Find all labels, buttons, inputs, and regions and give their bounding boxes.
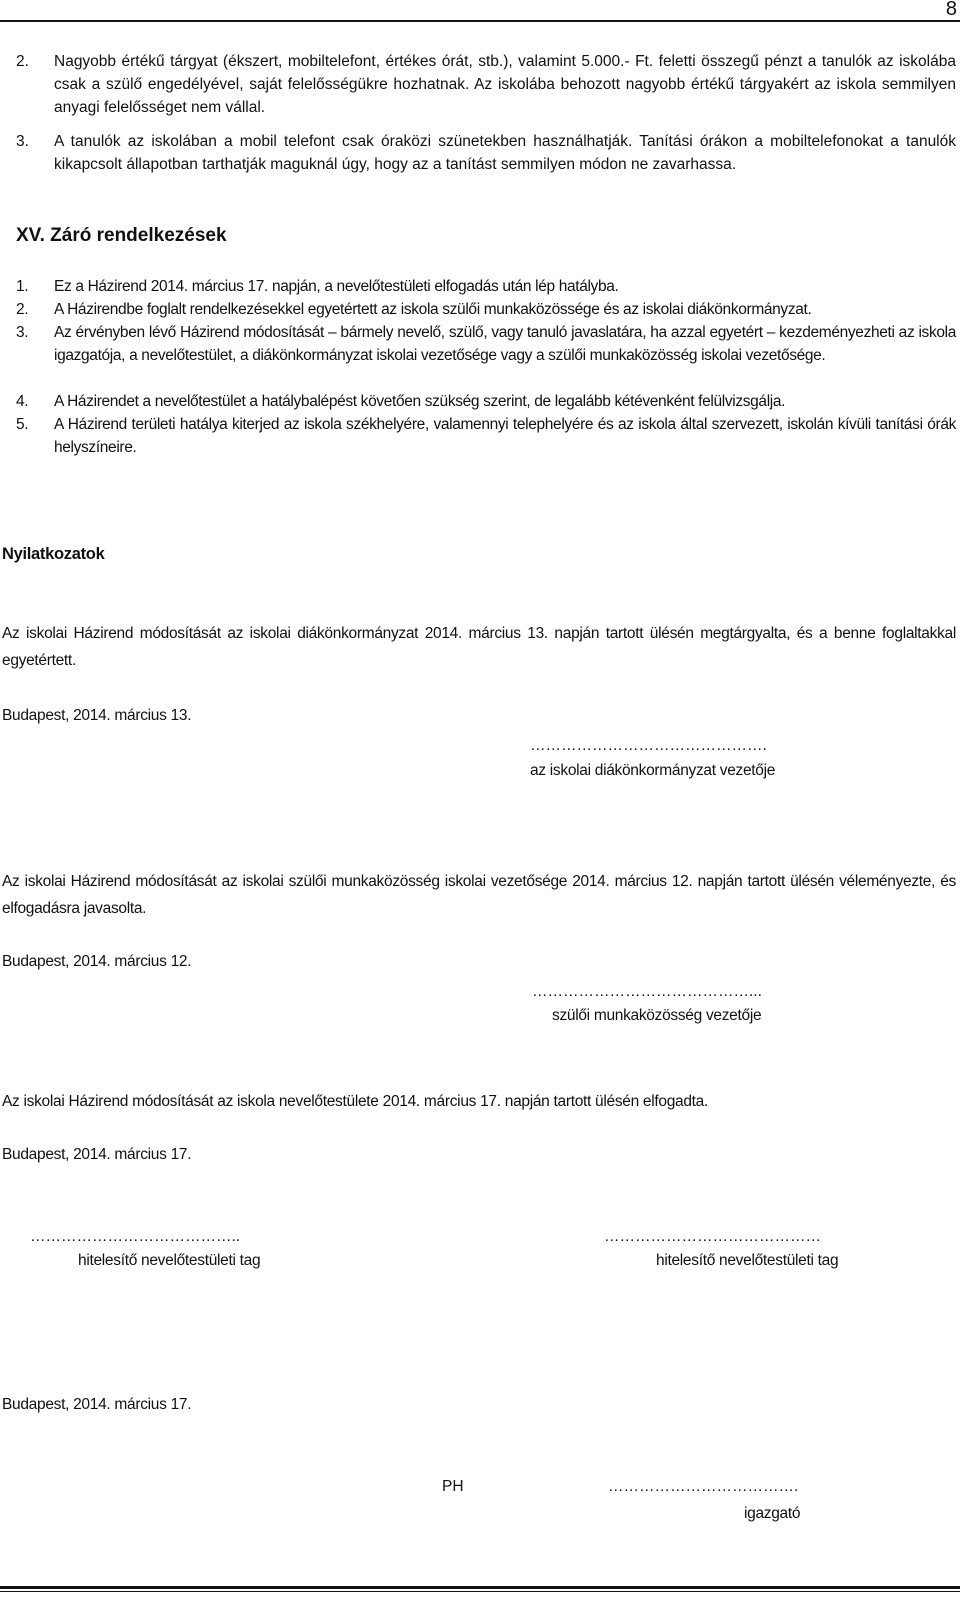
list-item-text: Ez a Házirend 2014. március 17. napján, a nevelőtestületi elfogadás után lép hatályba. [54,278,619,295]
list-item [16,321,956,367]
list-item-text: A Házirendet a nevelőtestület a hatálybalépést követően szükség szerint, de legalább kétévenként felülvizsgálja. [54,393,786,410]
list-item [16,298,956,321]
list-item-number: 5. [16,416,29,433]
signer-label: hitelesítő nevelőtestületi tag [78,1252,261,1269]
place-date: Budapest, 2014. március 17. [2,1146,192,1163]
list-item-text: A Házirendbe foglalt rendelkezésekkel egyetértett az iskola szülői munkaközössége és az iskolai diákönkormányzat. [54,301,812,318]
page-number: 8 [945,0,957,20]
list-item-number: 2. [16,53,29,70]
place-date: Budapest, 2014. március 12. [2,953,192,970]
list-item-number: 4. [16,393,29,410]
declaration-text-student-council: Az iskolai Házirend módosítását az iskolai diákönkormányzat 2014. március 13. napján tartott ülésén megtárgyalta, és a benne foglaltakkal egyetértett. [2,625,956,669]
footer-rule-thin [0,1591,960,1592]
declarations-title: Nyilatkozatok [2,545,105,563]
place-date: Budapest, 2014. március 17. [2,1396,192,1413]
list-item-number: 3. [16,324,29,341]
list-item-number: 1. [16,278,29,295]
signature-dots: ………………………………….. [30,1228,241,1245]
footer-rule [0,1586,960,1589]
list-item-text: A tanulók az iskolában a mobil telefont csak óraközi szünetekben használhatják. Tanítási órákon a mobiltelefonokat a tanulók kikapcsolt állapotban tarthatják maguknál úgy, hogy az a tanítást semmilyen módon ne zavarhassa. [54,133,956,173]
signer-label: hitelesítő nevelőtestületi tag [656,1252,839,1269]
list-item-number: 2. [16,301,29,318]
signature-dots: ………………………………………. [530,737,767,754]
declaration-text-parents: Az iskolai Házirend módosítását az iskolai szülői munkaközösség iskolai vezetősége 2014. március 12. napján tartott ülésén véleményezte, és elfogadásra javasolta. [2,873,956,917]
signature-dots: …………………………………… [604,1228,821,1245]
list-item-text: Az érvényben lévő Házirend módosítását – bármely nevelő, szülő, vagy tanuló javaslatára, ha azzal egyetért – kezdeményezheti az iskola igazgatója, a nevelőtestület, a diákönkormányzat iskolai vezetősége vagy a szülői munkaközösség iskolai vezetősége. [54,324,956,364]
list-item [16,130,956,176]
list-item [16,390,956,413]
list-item [16,275,956,298]
list-item-text: Nagyobb értékű tárgyat (ékszert, mobiltelefont, értékes órát, stb.), valamint 5.000.- Ft. feletti összegű pénzt a tanulók az iskolába csak a szülő engedélyével, saját felelősségükre hozhatnak. Az iskolába behozott nagyobb értékű tárgyakért az iskola semmilyen anyagi felelősséget nem vállal. [54,53,956,116]
stamp-label: PH [442,1478,464,1495]
place-date: Budapest, 2014. március 13. [2,707,192,724]
list-item [16,50,956,119]
signature-dots: ………………………………. [608,1478,799,1495]
signer-label: igazgató [744,1505,801,1522]
signer-label: az iskolai diákönkormányzat vezetője [530,762,776,779]
declaration-text-teachers: Az iskolai Házirend módosítását az iskola nevelőtestülete 2014. március 17. napján tartott ülésén elfogadta. [2,1093,709,1110]
signer-label: szülői munkaközösség vezetője [552,1007,762,1024]
list-item-number: 3. [16,133,29,150]
section-title: XV. Záró rendelkezések [16,225,227,246]
signature-dots: ……………………………………... [532,983,762,1000]
list-item-text: A Házirend területi hatálya kiterjed az iskola székhelyére, valamennyi telephelyére és az iskola által szervezett, iskolán kívüli tanítási órák helyszíneire. [54,416,956,456]
list-item [16,413,956,459]
header-rule [0,20,960,22]
